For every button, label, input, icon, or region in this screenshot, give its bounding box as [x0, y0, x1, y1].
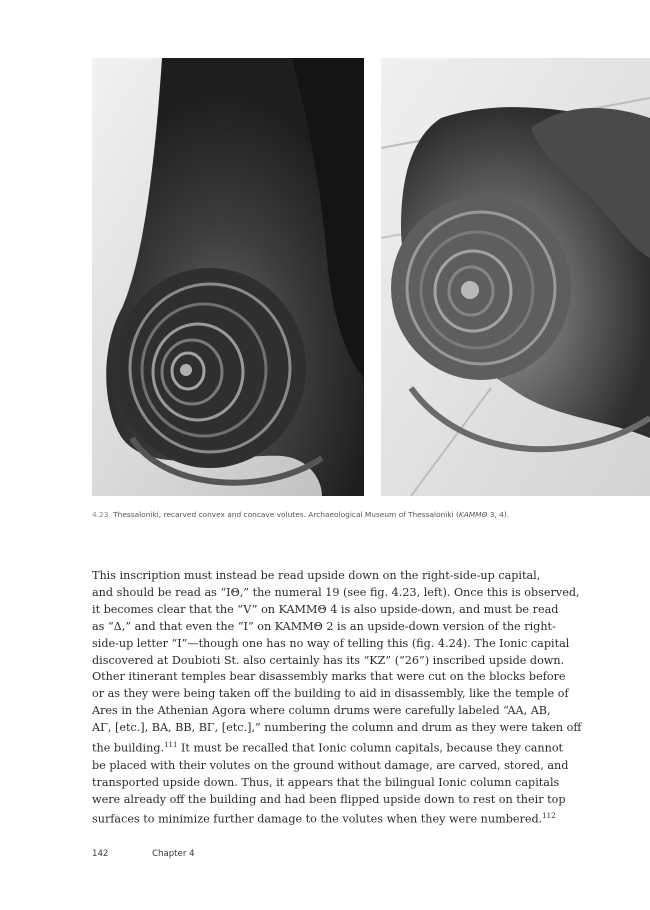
body-paragraph — [92, 568, 582, 829]
paragraph-line: This inscription must instead be read upside down on the right-side-up capital, — [92, 569, 541, 582]
figure-caption — [92, 510, 612, 520]
caption-text: Thessaloniki, recarved convex and concave volutes. Archaeological Museum of Thessaloniki ( — [110, 510, 459, 519]
page-number: 142 — [92, 849, 109, 859]
paragraph-line: AΓ, [etc.], BA, BB, BΓ, [etc.],” numbering the column and drum as they were taken off — [92, 721, 582, 735]
paragraph-line: it becomes clear that the “V” on KAMMΘ 4 is also upside-down, and must be read — [92, 602, 559, 616]
paragraph-line — [92, 808, 562, 829]
paragraph-line: as “Δ,” and that even the “I” on KAMMΘ 2 is an upside-down version of the right- — [92, 619, 556, 633]
caption-number: 4.23. — [92, 510, 111, 519]
caption-end: 3, 4). — [487, 510, 510, 519]
paragraph-line: transported upside down. Thus, it appears that the bilingual Ionic column capitals — [92, 775, 560, 789]
running-footer-chapter: Chapter 4 — [152, 849, 195, 859]
caption-italic: KAMMΘ — [458, 510, 488, 519]
paragraph-line: be placed with their volutes on the ground without damage, are carved, stored, and — [92, 758, 569, 772]
paragraph-line: were already off the building and had been flipped upside down to rest on their top — [92, 792, 566, 806]
figure-image-right — [381, 58, 650, 496]
paragraph-line-start: the building. — [92, 741, 165, 755]
paragraph-line: Other itinerant temples bear disassembly marks that were cut on the blocks before — [92, 670, 566, 684]
volute-convex-photo — [92, 58, 364, 496]
paragraph-line: discovered at Doubioti St. also certainly has its “KZ” (“26”) inscribed upside down. — [92, 653, 565, 667]
footnote-ref-111[interactable]: 111 — [164, 741, 178, 750]
paragraph-line: side-up letter “I”—though one has no way of telling this (fig. 4.24). The Ionic capital — [92, 636, 570, 650]
paragraph-line — [92, 737, 562, 758]
footnote-ref-112[interactable]: 112 — [542, 812, 556, 821]
paragraph-line-end: It must be recalled that Ionic column capitals, because they cannot — [177, 741, 564, 755]
paragraph-line: or as they were being taken off the building to aid in disassembly, like the temple of — [92, 687, 569, 701]
volute-concave-photo — [381, 58, 650, 496]
paragraph-line: Ares in the Athenian Agora where column drums were carefully labeled “AA, AB, — [92, 704, 551, 718]
paragraph-line: and should be read as “IΘ,” the numeral 19 (see fig. 4.23, left). Once this is observed, — [92, 585, 580, 599]
paragraph-line-text: surfaces to minimize further damage to the volutes when they were numbered. — [92, 813, 543, 827]
figure-image-left — [92, 58, 364, 496]
